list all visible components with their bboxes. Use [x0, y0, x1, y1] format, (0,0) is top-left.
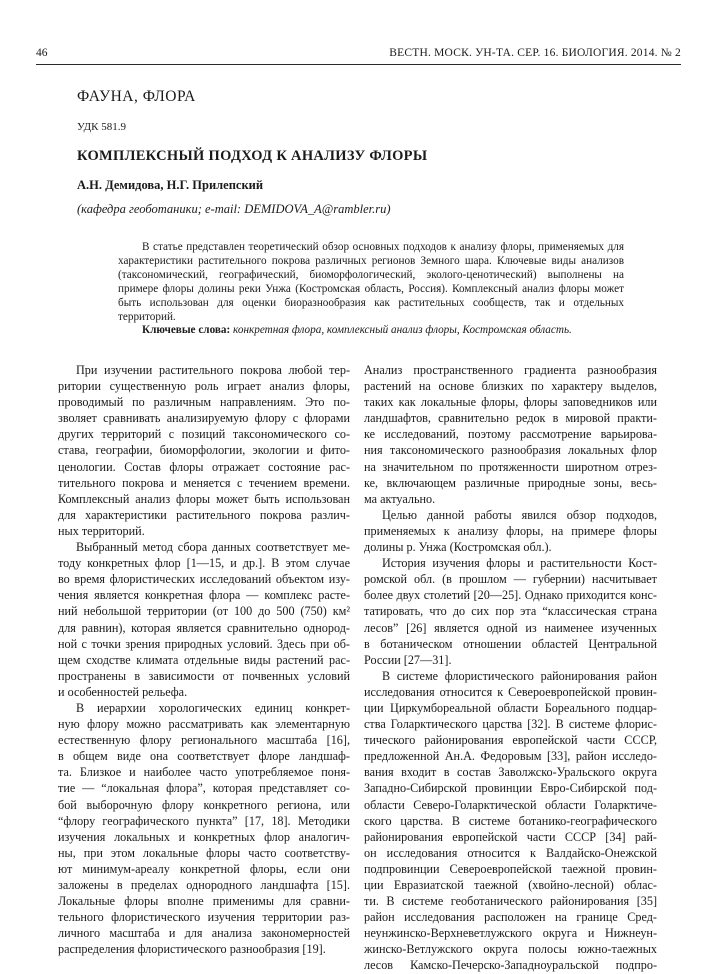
text-line: “флору географического пункта” [17, 18]. Методики: [58, 813, 350, 828]
text-line: ных территорий.: [58, 523, 145, 538]
text-line: Анализ пространственного градиента разнообразия: [364, 363, 657, 377]
body-paragraph: [58, 700, 350, 958]
text-line: ке исследований, поэтому рассмотрение варьирова-: [364, 427, 657, 442]
body-paragraph: [364, 668, 657, 974]
keywords-text: конкретная флора, комплексный анализ флоры, Костромская область.: [233, 324, 572, 336]
text-line: проводимый по различным направлениям. Это по-: [58, 395, 350, 410]
text-line: зволяет сравнивать анализируемую флору с флорами: [58, 411, 350, 426]
text-line: ции Евразиатской таежной (хвойно-лесной) облас-: [364, 878, 657, 892]
text-line: Выбранный метод сбора данных соответствует ме-: [76, 540, 350, 555]
affiliation: (кафедра геоботаники; e-mail: DEMIDOVA_A@rambler.ru): [77, 202, 391, 216]
text-line: ний небольшой территории (от 100 до 500 (750) км²: [58, 604, 350, 619]
text-line: щем сходстве климата отдельные виды растений рас-: [58, 652, 350, 667]
text-line: татировать, что до сих пор эта “классическая страна: [364, 604, 657, 619]
text-line: естественную флору регионального масштаба [16],: [58, 733, 350, 748]
text-line: заложены в пределах однородного ландшафта [15].: [58, 878, 350, 892]
text-line: ны, при этом локальные флоры часто соответству-: [58, 845, 350, 860]
text-line: пространены в зависимости от почвенных условий: [58, 668, 350, 683]
text-line: и особенностей рельефа.: [58, 684, 188, 699]
text-line: растений на основе близких по характеру выделов,: [364, 379, 657, 394]
text-line: Западно-Сибирской провинции Евро-Сибирской под-: [364, 781, 657, 796]
text-line: ма актуально.: [364, 491, 436, 506]
text-line: других территорий с позиций таксономического со-: [58, 427, 350, 442]
article-title: КОМПЛЕКСНЫЙ ПОДХОД К АНАЛИЗУ ФЛОРЫ: [77, 148, 428, 164]
text-line: неунжинско-Верхневетлужского округа и Нижнеун-: [364, 926, 657, 941]
text-line: исследования относится к Североевропейской провин-: [364, 684, 657, 699]
text-line: ке, включающем различные природные зоны, весь-: [364, 475, 657, 490]
keywords-label: Ключевые слова:: [142, 324, 231, 336]
text-line: тического районирования европейской части СССР,: [364, 733, 657, 748]
text-line: Комплексный анализ флоры может быть использован: [58, 491, 350, 506]
text-line: личного масштаба и для анализа закономерностей: [58, 926, 350, 941]
text-line: он исследования относится к Валдайско-Онежской: [364, 845, 657, 860]
text-line: лесов Камско-Печерско-Западноуральской подпро-: [364, 958, 657, 973]
text-line: ландшафтов, сравнительно редок в мировой практи-: [364, 411, 657, 426]
text-line: ной с точки зрения природных условий. Здесь при об-: [58, 636, 350, 651]
text-line: предложенной Ан.А. Федоровым [33], район исследо-: [364, 749, 657, 764]
body-column-left: [58, 362, 350, 957]
text-line: более двух столетий [20—25]. Однако приходится конс-: [364, 588, 657, 603]
text-line: В иерархии хорологических единиц конкрет-: [76, 700, 350, 715]
page-number: 46: [36, 47, 48, 59]
text-line: ценологии. Состав флоры отражает состояние рас-: [58, 459, 350, 474]
text-line: России [27—31].: [364, 652, 452, 667]
text-line: на значительном по протяженности широтном отрез-: [364, 459, 657, 474]
text-line: в ботаническом отношении областей Центральной: [364, 636, 657, 651]
text-line: История изучения флоры и растительности Кост-: [382, 556, 657, 571]
body-column-right: [364, 362, 657, 974]
text-line: В системе флористического районирования район: [382, 668, 657, 683]
text-line: в общем виде она соответствует флоре ландшаф-: [58, 749, 350, 764]
text-line: ти. В системе геоботанического районирования [35]: [364, 894, 657, 909]
text-line: изучения локальных и конкретных флор аналогич-: [58, 829, 350, 844]
text-line: таких как локальные флоры, флоры заповедников или: [364, 395, 657, 410]
text-line: та. Близкое и наиболее часто употребляемое поня-: [58, 765, 350, 780]
text-line: тоду конкретных флор [1—15, и др.]. В этом случае: [58, 556, 350, 571]
text-line: распределения флористического разнообразия [19].: [58, 942, 326, 957]
text-line: лесов” [26] является одной из наименее изученных: [364, 620, 657, 635]
udk-code: УДК 581.9: [77, 121, 127, 133]
text-line: При изучении растительного покрова любой тер-: [76, 363, 350, 377]
text-line: тие — “локальная флора”, которая представляет со-: [58, 781, 350, 796]
text-line: подпровинции Североевропейской таежной провин-: [364, 861, 657, 876]
text-line: районирования европейской части СССР [34] рай-: [364, 829, 657, 844]
running-head: [36, 44, 681, 65]
body-paragraph: [364, 362, 657, 507]
journal-citation: ВЕСТН. МОСК. УН-ТА. СЕР. 16. БИОЛОГИЯ. 2014. № 2: [389, 47, 681, 59]
text-line: ритории существенную роль играет анализ флоры,: [58, 379, 350, 394]
abstract: В статье представлен теоретический обзор основных подходов к анализу флоры, применяемых для характеристики растительного покрова различных регионов Земного шара. Ключевые виды анализов (таксономический, географический, биоморфологический, эколого-ценотический) выполнены на примере флоры долины реки Унжа (Костромская область, Россия). Комплексный анализ флоры может быть использован для оценки биоразнообразия как растительных сообществ, так и отдельных территорий.: [118, 241, 624, 324]
authors: А.Н. Демидова, Н.Г. Прилепский: [77, 178, 264, 192]
text-line: става, географии, биоморфологии, экологии и фито-: [58, 443, 350, 458]
body-paragraph: [58, 362, 350, 539]
text-line: для характеристики растительного покрова различ-: [58, 507, 350, 522]
text-line: во время флористических исследований объектом изу-: [58, 572, 350, 587]
text-line: ния таксономического разнообразия локальных флор: [364, 443, 657, 458]
text-line: Целью данной работы явился обзор подходов,: [382, 507, 657, 522]
body-paragraph: [364, 507, 657, 555]
body-paragraph: [364, 555, 657, 668]
text-line: вания входит в состав Заволжско-Уральского округа: [364, 765, 657, 780]
text-line: жинско-Ветлужского округа полосы южно-таежных: [364, 942, 657, 957]
keywords: [118, 323, 638, 337]
text-line: Локальные флоры вполне применимы для сравни-: [58, 894, 350, 909]
text-line: район исследования расположен на границе Сред-: [364, 910, 657, 925]
text-line: чения является конкретная флора — комплекс расте-: [58, 588, 350, 603]
text-line: долины р. Унжа (Костромская обл.).: [364, 540, 552, 555]
text-line: ную флору можно рассматривать как элементарную: [58, 717, 350, 732]
body-paragraph: [58, 539, 350, 700]
text-line: для равнин), которая является сравнительно однород-: [58, 620, 350, 635]
section-heading: ФАУНА, ФЛОРА: [77, 88, 196, 105]
text-line: бой выборочную флору конкретного региона, или: [58, 797, 350, 812]
text-line: области Северо-Голарктической области Голарктиче-: [364, 797, 657, 812]
text-line: тельного флористического изучения территории раз-: [58, 910, 350, 925]
text-line: ции Циркумбореальной области Бореального подцар-: [364, 700, 657, 715]
text-line: тительного покрова и меняется с течением времени.: [58, 475, 350, 490]
text-line: применяемых к анализу флоры, на примере флоры: [364, 523, 657, 538]
text-line: ского царства. В системе ботанико-географического: [364, 813, 657, 828]
text-line: ют минимум-ареалу конкретной флоры, если они: [58, 861, 350, 876]
text-line: ства Голарктического царства [32]. В системе флорис-: [364, 717, 657, 732]
text-line: ромской обл. (в прошлом — губернии) насчитывает: [364, 572, 657, 587]
